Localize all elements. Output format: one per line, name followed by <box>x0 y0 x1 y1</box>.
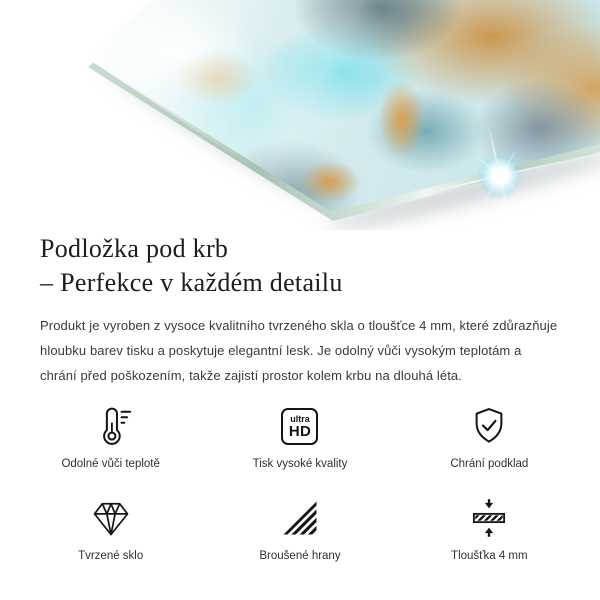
page-title-line2: – Perfekce v každém detailu <box>40 268 343 297</box>
shield-check-icon <box>467 404 511 448</box>
page-title <box>40 232 600 300</box>
ultra-hd-badge-top: ultra <box>290 413 310 424</box>
product-image <box>0 0 600 230</box>
feature-label: Tvrzené sklo <box>78 550 144 562</box>
feature-label: Broušené hrany <box>259 550 341 562</box>
product-description: Produkt je vyroben z vysoce kvalitního tvrzeného skla o tloušťce 4 mm, které zdůrazňuje hloubku barev tisku a poskytuje elegantní lesk. Je odolný vůči vysokým teplotám a chrání před poškozením, takže zajistí prostor kolem krbu na dlouhá léta. <box>40 318 558 383</box>
ultra-hd-badge-bottom: HD <box>288 422 312 440</box>
feature-heat-resistant <box>16 404 205 471</box>
feature-tempered-glass <box>16 496 205 563</box>
diamond-icon <box>89 496 133 540</box>
page-title-line1: Podložka pod krb <box>40 234 229 263</box>
ultra-hd-icon <box>281 404 318 448</box>
feature-label: Tisk vysoké kvality <box>252 458 348 470</box>
feature-polished-edges <box>205 496 394 563</box>
beveled-edges-icon <box>278 496 322 540</box>
feature-label: Chrání podklad <box>450 458 529 470</box>
feature-protects-floor <box>395 404 584 471</box>
feature-grid <box>16 404 584 563</box>
thickness-icon <box>467 496 511 540</box>
feature-label: Tloušťka 4 mm <box>451 550 528 562</box>
feature-thickness <box>395 496 584 563</box>
feature-print-quality <box>205 404 394 471</box>
thermometer-icon <box>89 404 133 448</box>
feature-label: Odolné vůči teplotě <box>61 458 160 470</box>
